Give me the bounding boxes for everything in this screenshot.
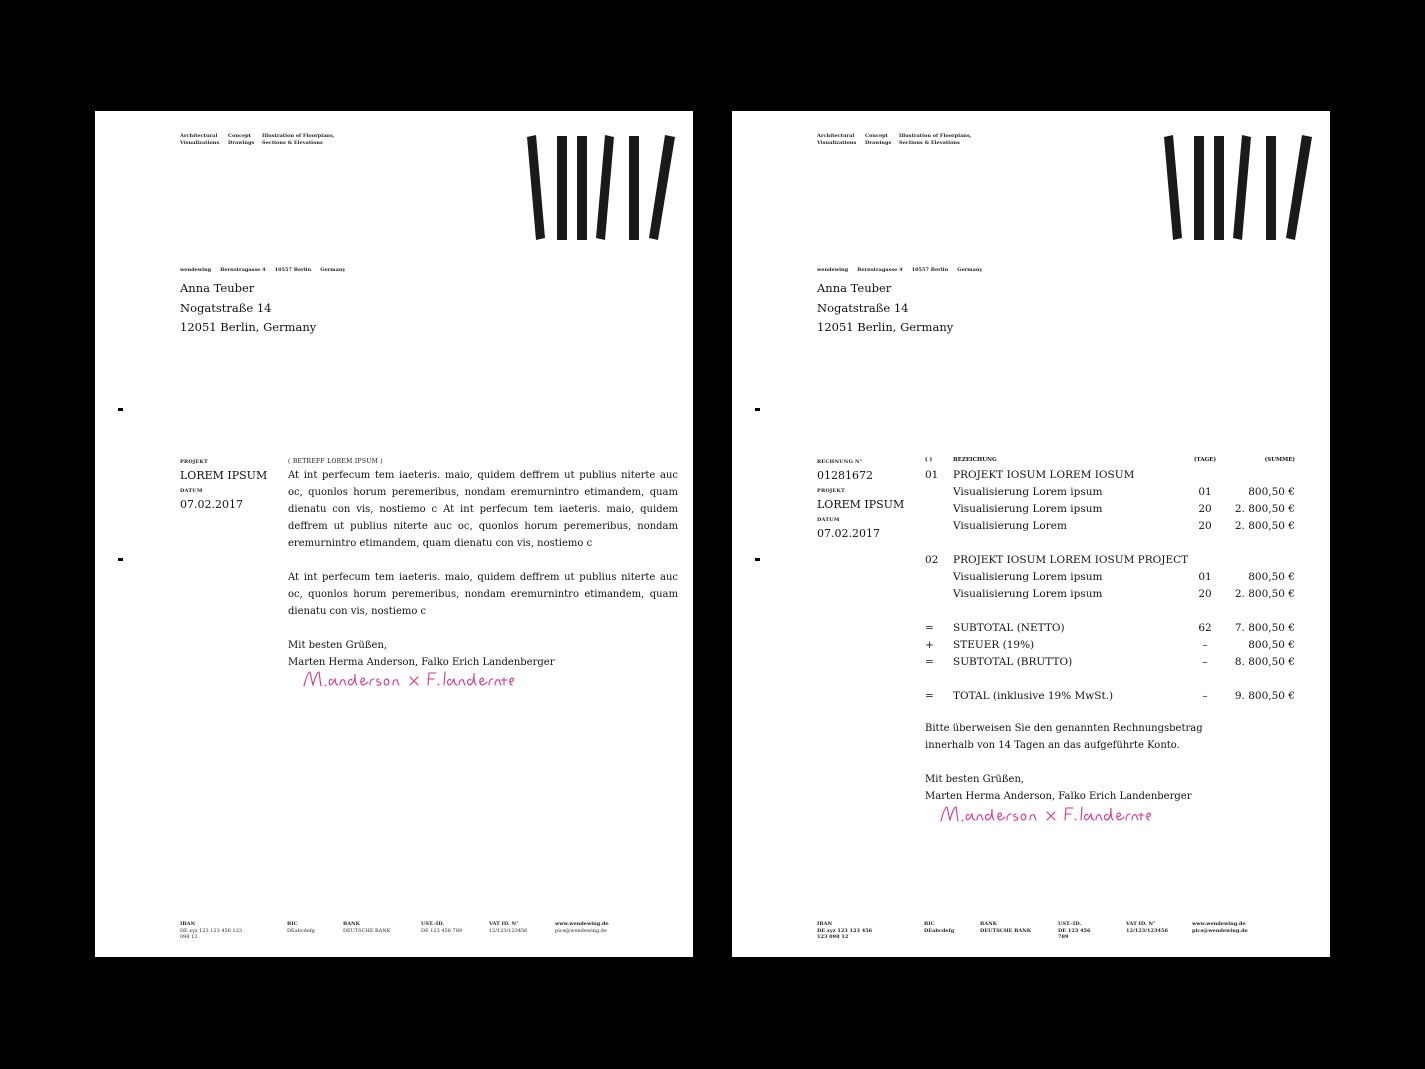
row-num: + — [925, 639, 934, 651]
recipient-address — [180, 279, 316, 338]
project-value: LOREM IPSUM — [180, 469, 268, 482]
row-days: 20 — [1198, 503, 1212, 515]
invoice-table-header — [925, 455, 1295, 467]
table-spacer — [925, 671, 1295, 688]
project-label: PROJEKT — [817, 488, 845, 494]
fold-mark — [755, 408, 760, 411]
body-paragraph: At int perfecum tem iaeteris. maio, quidem deffrem ut publius niterte auc oc, quonlos horum peremeribus, nondam eremurnintro etimandem, quam dienatu con vis, nostiemo c At int perfecum tem iaeteris. maio, quidem deffrem ut publius niterte auc oc, quonlos horum peremeribus, nondam eremurnintro etimandem, quam dienatu con vis, nostiemo c — [288, 470, 678, 549]
body-paragraph: At int perfecum tem iaeteris. maio, quidem deffrem ut publius niterte auc oc, quonlos horum peremeribus, nondam eremurnintro etimandem, quam dienatu con vis, nostiemo c — [288, 572, 678, 617]
date-value: 07.02.2017 — [817, 527, 880, 540]
fold-mark — [118, 558, 123, 561]
row-days: 62 — [1198, 622, 1212, 634]
row-description: Visualisierung Lorem ipsum — [953, 503, 1103, 515]
sender-city: 10557 Berlin — [911, 267, 949, 273]
signers-names: Marten Herma Anderson, Falko Erich Landenberger — [925, 791, 1192, 802]
handwritten-signature — [937, 803, 1157, 825]
fold-mark — [118, 408, 123, 411]
closing-greeting: Mit besten Grüßen, — [288, 640, 388, 651]
row-sum: 2. 800,50 € — [1234, 520, 1295, 532]
signers-names: Marten Herma Anderson, Falko Erich Landenberger — [288, 657, 555, 668]
wendewing-logo — [1164, 135, 1312, 241]
row-num: = — [925, 622, 934, 634]
table-row — [925, 518, 1295, 535]
sender-name: wendewing — [817, 267, 849, 273]
recipient-city: 12051 Berlin, Germany — [180, 320, 317, 334]
date-label: DATUM — [180, 488, 203, 494]
service-item: Concept Drawings — [865, 133, 892, 146]
row-days: 01 — [1198, 486, 1212, 498]
service-item: Illustration of Floorplans, Sections & Elevations — [262, 133, 335, 146]
footer-bic: BIC DEabcdefg — [287, 921, 315, 934]
row-sum: 7. 800,50 € — [1234, 622, 1295, 634]
handwritten-signature — [300, 668, 520, 690]
row-description: Visualisierung Lorem ipsum — [953, 486, 1103, 498]
date-value: 07.02.2017 — [180, 498, 243, 511]
header-description: BEZEICHUNG — [953, 457, 997, 463]
sender-line — [180, 267, 345, 273]
recipient-name: Anna Teuber — [180, 281, 255, 295]
closing-greeting: Mit besten Grüßen, — [925, 774, 1025, 785]
header-sum: (SUMME) — [1264, 457, 1295, 463]
footer-iban: IBAN DE xyz 123 123 456 123 098 12 — [817, 921, 873, 940]
footer-ust-id: UST.-ID. DE 123 456 789 — [421, 921, 463, 934]
footer-bic: BIC DEabcdefg — [924, 921, 955, 934]
payment-note-line: innerhalb von 14 Tagen an das aufgeführte Konto. — [925, 740, 1180, 751]
table-row — [925, 467, 1295, 484]
row-num: 02 — [925, 554, 939, 566]
recipient-street: Nogatstraße 14 — [180, 300, 272, 315]
row-description: Visualisierung Lorem ipsum — [953, 571, 1103, 583]
sender-name: wendewing — [180, 267, 212, 273]
row-num: = — [925, 690, 934, 702]
invoice-number: 01281672 — [817, 469, 873, 482]
recipient-street: Nogatstraße 14 — [817, 300, 909, 315]
row-description: Visualisierung Lorem — [953, 520, 1067, 532]
footer-contact: www.wendewing.de pics@wendewing.de — [1192, 921, 1248, 934]
header-days: (TAGE) — [1193, 457, 1217, 463]
footer-iban: IBAN DE xyz 123 123 456 123 098 12 — [180, 921, 243, 940]
footer-vat-id: VAT ID. N° 12/123/123456 — [1126, 921, 1168, 934]
row-days: – — [1202, 639, 1208, 651]
table-row — [925, 637, 1295, 654]
subject-line: ( BETREFF LOREM IPSUM ) — [288, 458, 383, 465]
row-description: SUBTOTAL (BRUTTO) — [953, 656, 1073, 668]
row-num: = — [925, 656, 934, 668]
services-list — [180, 133, 342, 146]
letter-page — [95, 111, 693, 957]
sender-city: 10557 Berlin — [274, 267, 312, 273]
footer-contact: www.wendewing.de pics@wendewing.de — [555, 921, 609, 934]
sender-line — [817, 267, 982, 273]
row-days: 20 — [1198, 588, 1212, 600]
invoice-note — [925, 720, 1225, 805]
row-num: 01 — [925, 469, 939, 481]
recipient-city: 12051 Berlin, Germany — [817, 320, 954, 334]
row-sum: 2. 800,50 € — [1234, 503, 1295, 515]
row-sum: 800,50 € — [1248, 571, 1295, 583]
invoice-page — [732, 111, 1330, 957]
letter-footer — [180, 921, 611, 941]
footer-bank: BANK DEUTSCHE BANK — [343, 921, 391, 934]
sender-street: Bernstragasse 4 — [220, 267, 266, 273]
fold-mark — [755, 558, 760, 561]
row-days: – — [1202, 690, 1208, 702]
invoice-table — [925, 455, 1295, 705]
footer-vat-id: VAT ID. N° 12/123/123456 — [489, 921, 528, 934]
invoice-footer — [817, 921, 1248, 941]
footer-bank: BANK DEUTSCHE BANK — [980, 921, 1032, 934]
letter-body — [288, 457, 678, 671]
service-item: Concept Drawings — [228, 133, 255, 146]
row-days: – — [1202, 656, 1208, 668]
sender-country: Germany — [957, 267, 983, 273]
service-item: Illustration of Floorplans, Sections & Elevations — [899, 133, 972, 146]
row-description: SUBTOTAL (NETTO) — [953, 622, 1065, 634]
row-days: 20 — [1198, 520, 1212, 532]
table-row — [925, 620, 1295, 637]
payment-note-line: Bitte überweisen Sie den genannten Rechnungsbetrag — [925, 723, 1203, 734]
service-item: Architectural Visualizations — [817, 133, 857, 146]
invoice-meta — [817, 457, 922, 542]
letter-meta — [180, 457, 285, 513]
date-label: DATUM — [817, 517, 840, 523]
row-description: Visualisierung Lorem ipsum — [953, 588, 1103, 600]
invoice-number-label: RECHNUNG N° — [817, 459, 863, 465]
service-item: Architectural Visualizations — [180, 133, 220, 146]
sender-country: Germany — [320, 267, 346, 273]
row-sum: 800,50 € — [1248, 486, 1295, 498]
table-row — [925, 586, 1295, 603]
row-sum: 2. 800,50 € — [1234, 588, 1295, 600]
row-sum: 8. 800,50 € — [1234, 656, 1295, 668]
table-row — [925, 569, 1295, 586]
table-spacer — [925, 603, 1295, 620]
table-row — [925, 484, 1295, 501]
row-description: PROJEKT IOSUM LOREM IOSUM — [953, 469, 1135, 481]
row-description: TOTAL (inklusive 19% MwSt.) — [953, 690, 1114, 702]
wendewing-logo — [527, 135, 675, 241]
table-spacer — [925, 535, 1295, 552]
sender-street: Bernstragasse 4 — [857, 267, 903, 273]
row-days: 01 — [1198, 571, 1212, 583]
table-row — [925, 501, 1295, 518]
table-row — [925, 688, 1295, 705]
table-row — [925, 552, 1295, 569]
project-value: LOREM IPSUM — [817, 498, 905, 511]
table-row — [925, 654, 1295, 671]
row-description: PROJEKT IOSUM LOREM IOSUM PROJECT — [953, 554, 1189, 566]
recipient-address — [817, 279, 953, 338]
row-description: STEUER (19%) — [953, 639, 1035, 651]
row-sum: 9. 800,50 € — [1234, 690, 1295, 702]
recipient-name: Anna Teuber — [817, 281, 892, 295]
row-sum: 800,50 € — [1248, 639, 1295, 651]
footer-ust-id: UST.-ID. DE 123 456 789 — [1058, 921, 1091, 940]
header-num: ( ) — [925, 457, 933, 463]
project-label: PROJEKT — [180, 459, 208, 465]
services-list — [817, 133, 979, 146]
